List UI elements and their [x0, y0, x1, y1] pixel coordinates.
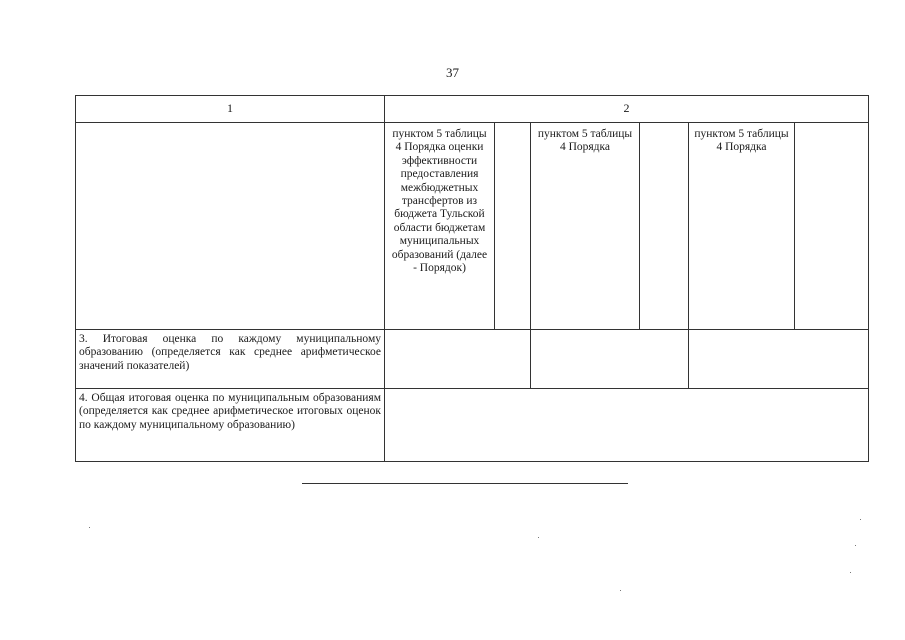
subheader-reference-1: пунктом 5 таблицы 4 Порядка оценки эффективности предоставления межбюджетных трансфертов из бюджета Тульской области бюджетам муниципальных образований (далее - Порядок) [385, 123, 495, 330]
row-value-cell-merged [385, 389, 869, 462]
scan-speck [855, 545, 856, 546]
header-col-1: 1 [76, 96, 385, 123]
subheader-reference-2: пунктом 5 таблицы 4 Порядка [531, 123, 640, 330]
page-number: 37 [446, 65, 459, 80]
subheader-value-cell-1 [495, 123, 531, 330]
table-header-row [76, 96, 869, 123]
row-value-cell-2 [531, 330, 689, 389]
scan-speck [850, 572, 851, 573]
subheader-empty-cell [76, 123, 385, 330]
subheader-value-cell-2 [640, 123, 689, 330]
scan-speck [89, 527, 90, 528]
closing-rule [302, 483, 628, 484]
table-subheader-row [76, 123, 869, 330]
row-label-total-per-municipality: 3. Итоговая оценка по каждому муниципальному образованию (определяется как среднее арифметическое значений показателей) [76, 330, 385, 389]
row-value-cell-3 [689, 330, 869, 389]
table-row [76, 330, 869, 389]
evaluation-table-container [75, 95, 868, 462]
subheader-value-cell-3 [795, 123, 869, 330]
row-value-cell-1 [385, 330, 531, 389]
row-label-overall-total: 4. Общая итоговая оценка по муниципальным образованиям (определяется как среднее арифметическое итоговых оценок по каждому муниципальному образованию) [76, 389, 385, 462]
table-row [76, 389, 869, 462]
scan-speck [860, 519, 861, 520]
header-col-2: 2 [385, 96, 869, 123]
scan-speck [538, 537, 539, 538]
scan-speck [620, 590, 621, 591]
evaluation-table [75, 95, 869, 462]
subheader-reference-3: пунктом 5 таблицы 4 Порядка [689, 123, 795, 330]
